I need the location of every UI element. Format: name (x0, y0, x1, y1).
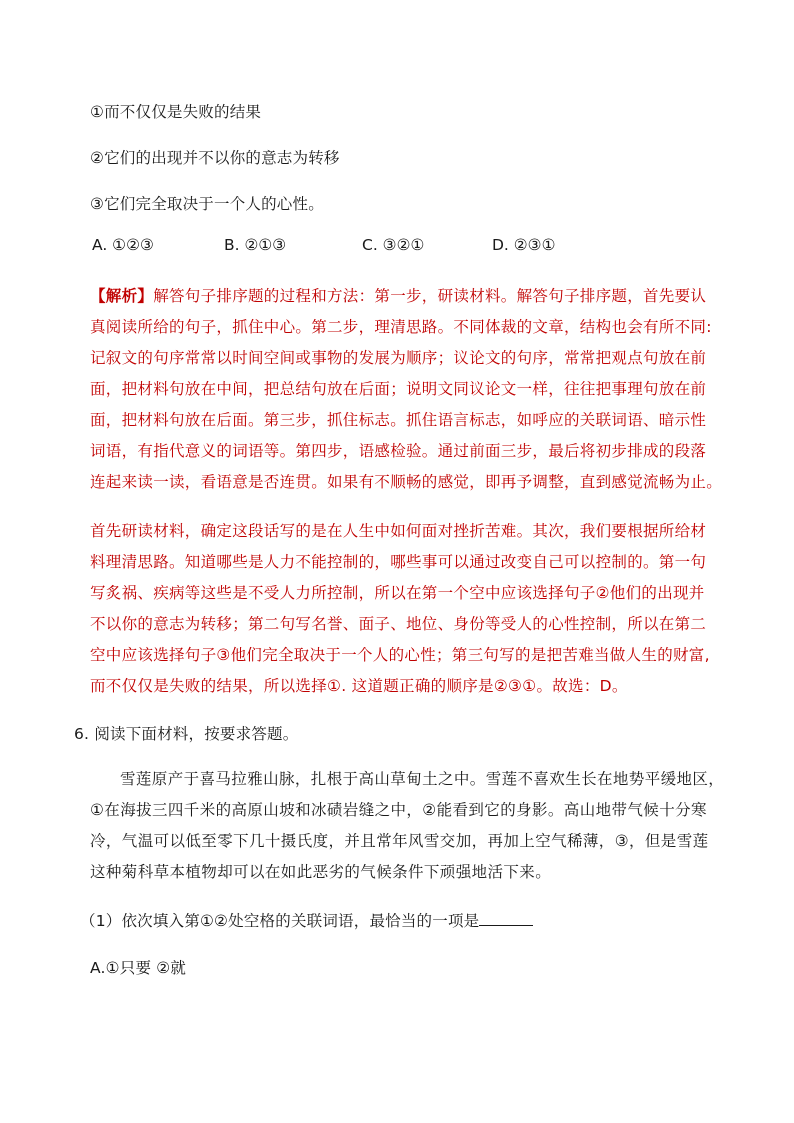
option-c: C. ③②① (362, 236, 425, 254)
item-1: ①而不仅仅是失败的结果 (90, 103, 262, 121)
analysis2-line-1: 首先研读材料，确定这段话写的是在人生中如何面对挫折苦难。其次，我们要根据所给材 (90, 522, 707, 540)
option-d: D. ②③① (492, 236, 556, 254)
sub-question-1 (80, 909, 533, 931)
answer-blank[interactable] (479, 911, 533, 926)
analysis2-line-6: 而不仅仅是失败的结果，所以选择①. 这道题正确的顺序是②③①。故选：D。 (90, 677, 628, 695)
analysis-line-6: 词语，有指代意义的词语等。第四步，语感检验。通过前面三步，最后将初步排成的段落 (90, 442, 707, 460)
answer-options (92, 236, 555, 254)
analysis-line-4: 面，把材料句放在中间，把总结句放在后面；说明文同议论文一样，往往把事理句放在前 (90, 380, 707, 398)
analysis-line-1 (90, 284, 714, 306)
option-b: B. ②①③ (224, 236, 287, 254)
item-3: ③它们完全取决于一个人的心性。 (90, 195, 324, 213)
passage-line-4: 这种菊科草本植物却可以在如此恶劣的气候条件下顽强地活下来。 (90, 863, 552, 881)
sub-question-1-option-a: A.①只要 ②就 (90, 959, 187, 977)
analysis2-line-4: 不以你的意志为转移；第二句写名誉、面子、地位、身份等受人的心性控制，所以在第二 (90, 615, 707, 633)
analysis2-line-3: 写炙祸、疾病等这些是不受人力所控制，所以在第一个空中应该选择句子②他们的出现并 (90, 584, 705, 602)
analysis2-line-2: 料理清思路。知道哪些是人力不能控制的，哪些事可以通过改变自己可以控制的。第一句 (90, 553, 707, 571)
analysis2-line-5: 空中应该选择句子③他们完全取决于一个人的心性；第三句写的是把苦难当做人生的财富, (90, 646, 710, 664)
analysis-line-3: 记叙文的句序常常以时间空间或事物的发展为顺序；议论文的句序，常常把观点句放在前 (90, 349, 707, 367)
item-2: ②它们的出现并不以你的意志为转移 (90, 149, 340, 167)
analysis-line-7: 连起来读一读，看语意是否连贯。如果有不顺畅的感觉，即再予调整，直到感觉流畅为止。 (90, 473, 723, 491)
analysis-line-1-text: 解答句子排序题的过程和方法：第一步，研读材料。解答句子排序题，首先要认 (153, 287, 707, 305)
analysis-line-2: 真阅读所给的句子，抓住中心。第二步，理清思路。不同体裁的文章，结构也会有所不同: (90, 318, 712, 336)
analysis-line-5: 面，把材料句放在后面。第三步，抓住标志。抓住语言标志，如呼应的关联词语、暗示性 (90, 411, 707, 429)
option-a: A. ①②③ (92, 236, 154, 254)
passage-line-1: 雪莲原产于喜马拉雅山脉，扎根于高山草甸土之中。雪莲不喜欢生长在地势平缓地区， (120, 770, 725, 788)
question-6-title: 6. 阅读下面材料，按要求答题。 (74, 725, 299, 743)
sub-question-1-text: （1）依次填入第①②处空格的关联词语，最恰当的一项是 (80, 912, 480, 930)
passage-line-2: ①在海拔三四千米的高原山坡和冰碛岩缝之中，②能看到它的身影。高山地带气候十分寒 (90, 801, 707, 819)
passage-line-3: 冷，气温可以低至零下几十摄氏度，并且常年风雪交加，再加上空气稀薄，③，但是雪莲 (90, 832, 709, 850)
analysis-tag: 【解析】 (90, 287, 154, 305)
